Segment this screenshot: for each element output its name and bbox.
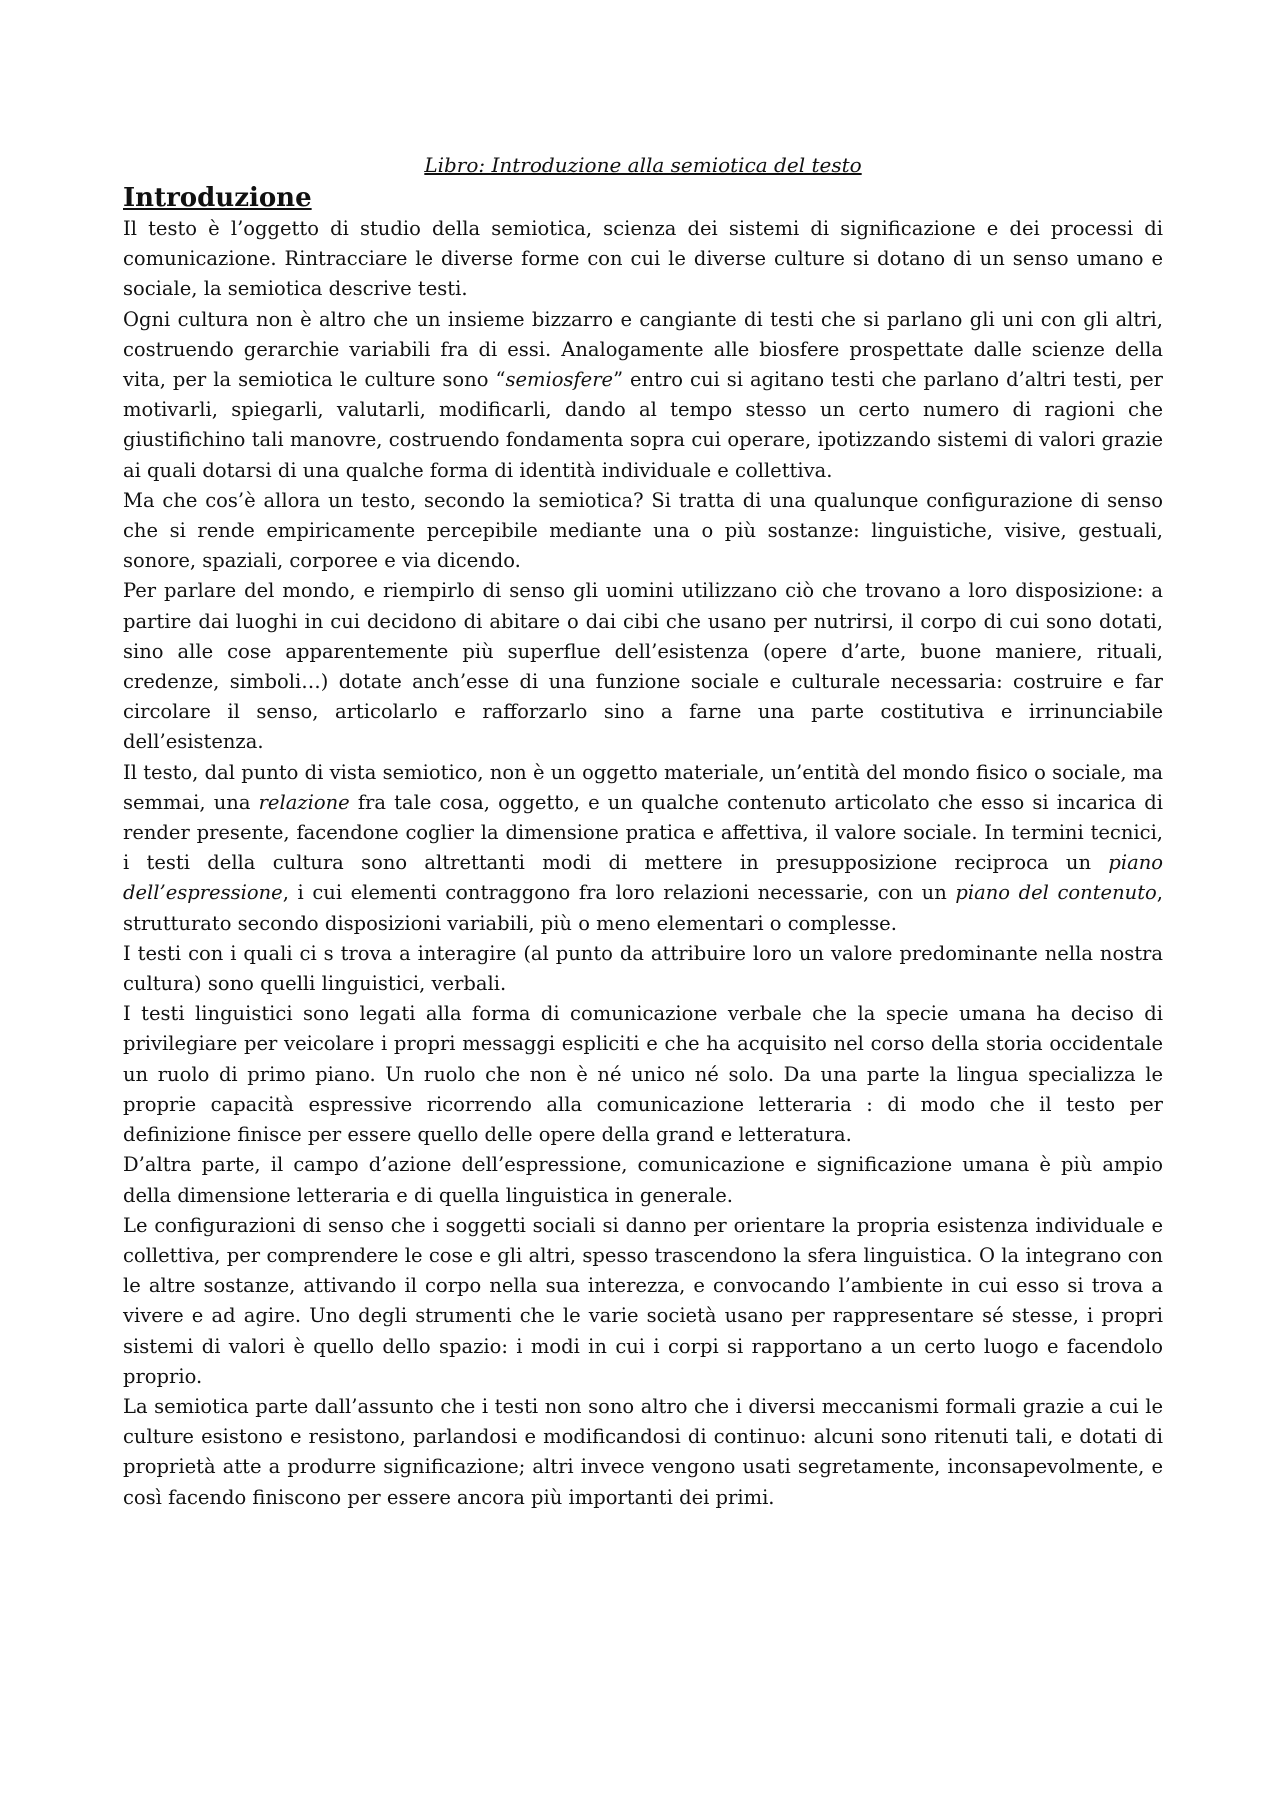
paragraph-text: I testi linguistici sono legati alla forma di comunicazione verbale che la specie umana ha deciso di privilegiare per veicolare i propri messaggi espliciti e che ha acquisito nel corso della storia occidentale un ruolo di primo piano. Un ruolo che non è né unico né solo. Da una parte la lingua specializza le proprie capacità espressive ricorrendo alla comunicazione letteraria : di modo che il testo per definizione finisce per essere quello delle opere della grand e letteratura. [123,1002,1163,1147]
paragraph [123,1150,1163,1210]
paragraph-text: , strutturato secondo disposizioni variabili, più o meno elementari o complesse. [123,881,1163,935]
paragraph-text-italic: piano del contenuto [955,881,1157,905]
paragraph-text: La semiotica parte dall’assunto che i testi non sono altro che i diversi meccanismi formali grazie a cui le culture esistono e resistono, parlandosi e modificandosi di continuo: alcuni sono ritenuti tali, e dotati di proprietà atte a produrre significazione; altri invece vengono usati segretamente, inconsapevolmente, e così facendo finiscono per essere ancora più importanti dei primi. [123,1394,1163,1509]
paragraph-text: D’altra parte, il campo d’azione dell’espressione, comunicazione e significazione umana è più ampio della dimensione letteraria e di quella linguistica in generale. [123,1153,1163,1207]
paragraph [123,305,1163,486]
paragraph [123,1211,1163,1392]
paragraph [123,999,1163,1150]
paragraph [123,576,1163,757]
paragraph-text-italic: relazione [258,790,350,814]
paragraph-text: Ma che cos’è allora un testo, secondo la semiotica? Si tratta di una qualunque configurazione di senso che si rende empiricamente percepibile mediante una o più sostanze: linguistiche, visive, gestuali, sonore, spaziali, corporee e via dicendo. [123,488,1163,573]
document-page [123,150,1163,1513]
paragraph-text: ” entro cui si agitano testi che parlano d’altri testi, per motivarli, spiegarli, valutarli, modificarli, dando al tempo stesso un certo numero di ragioni che giustifichino tali manovre, costruendo fondamenta sopra cui operare, ipotizzando sistemi di valori grazie ai quali dotarsi di una qualche forma di identità individuale e collettiva. [123,368,1163,482]
paragraph-text: Le configurazioni di senso che i soggetti sociali si danno per orientare la propria esistenza individuale e collettiva, per comprendere le cose e gli altri, spesso trascendono la sfera linguistica. O la integrano con le altre sostanze, attivando il corpo nella sua interezza, e convocando l’ambiente in cui esso si trova a vivere e ad agire. Uno degli strumenti che le varie società usano per rappresentare sé stesse, i propri sistemi di valori è quello dello spazio: i modi in cui i corpi si rapportano a un certo luogo e facendolo proprio. [123,1213,1163,1388]
book-title-header: Libro: Introduzione alla semiotica del testo [424,153,862,177]
paragraph [123,486,1163,577]
paragraph [123,1392,1163,1513]
paragraph-text: Per parlare del mondo, e riempirlo di senso gli uomini utilizzano ciò che trovano a loro disposizione: a partire dai luoghi in cui decidono di abitare o dai cibi che usano per nutrirsi, il corpo di cui sono dotati, sino alle cose apparentemente più superflue dell’esistenza (opere d’arte, buone maniere, rituali, credenze, simboli…) dotate anch’esse di una funzione sociale e culturale necessaria: costruire e far circolare il senso, articolarlo e rafforzarlo sino a farne una parte costitutiva e irrinunciabile dell’esistenza. [123,579,1163,754]
paragraph-text: Il testo, dal punto di vista semiotico, non è un oggetto materiale, un’entità del mondo fisico o sociale, ma semmai, una [123,760,1163,814]
paragraph-text: Ogni cultura non è altro che un insieme bizzarro e cangiante di testi che si parlano gli uni con gli altri, costruendo gerarchie variabili fra di essi. Analogamente alle biosfere prospettate dalle scienze della vita, per la semiotica le culture sono “ [123,307,1163,392]
paragraph-text: , i cui elementi contraggono fra loro relazioni necessarie, con un [282,881,956,905]
paragraph [123,939,1163,999]
paragraph [123,214,1163,305]
section-title: Introduzione [123,183,312,213]
paragraph-text-italic: piano dell’espressione [123,851,1163,905]
paragraph-text: I testi con i quali ci s trova a interagire (al punto da attribuire loro un valore predominante nella nostra cultura) sono quelli linguistici, verbali. [123,941,1163,996]
paragraph-text: Il testo è l’oggetto di studio della semiotica, scienza dei sistemi di significazione e dei processi di comunicazione. Rintracciare le diverse forme con cui le diverse culture si dotano di un senso umano e sociale, la semiotica descrive testi. [123,217,1163,301]
paragraph [123,758,1163,939]
paragraph-text: fra tale cosa, oggetto, e un qualche contenuto articolato che esso si incarica di render presente, facendone coglier la dimensione pratica e affettiva, il valore sociale. In termini tecnici, i testi della cultura sono altrettanti modi di mettere in presupposizione reciproca un [123,790,1164,875]
paragraph-text-italic: semiosfere [505,368,614,392]
